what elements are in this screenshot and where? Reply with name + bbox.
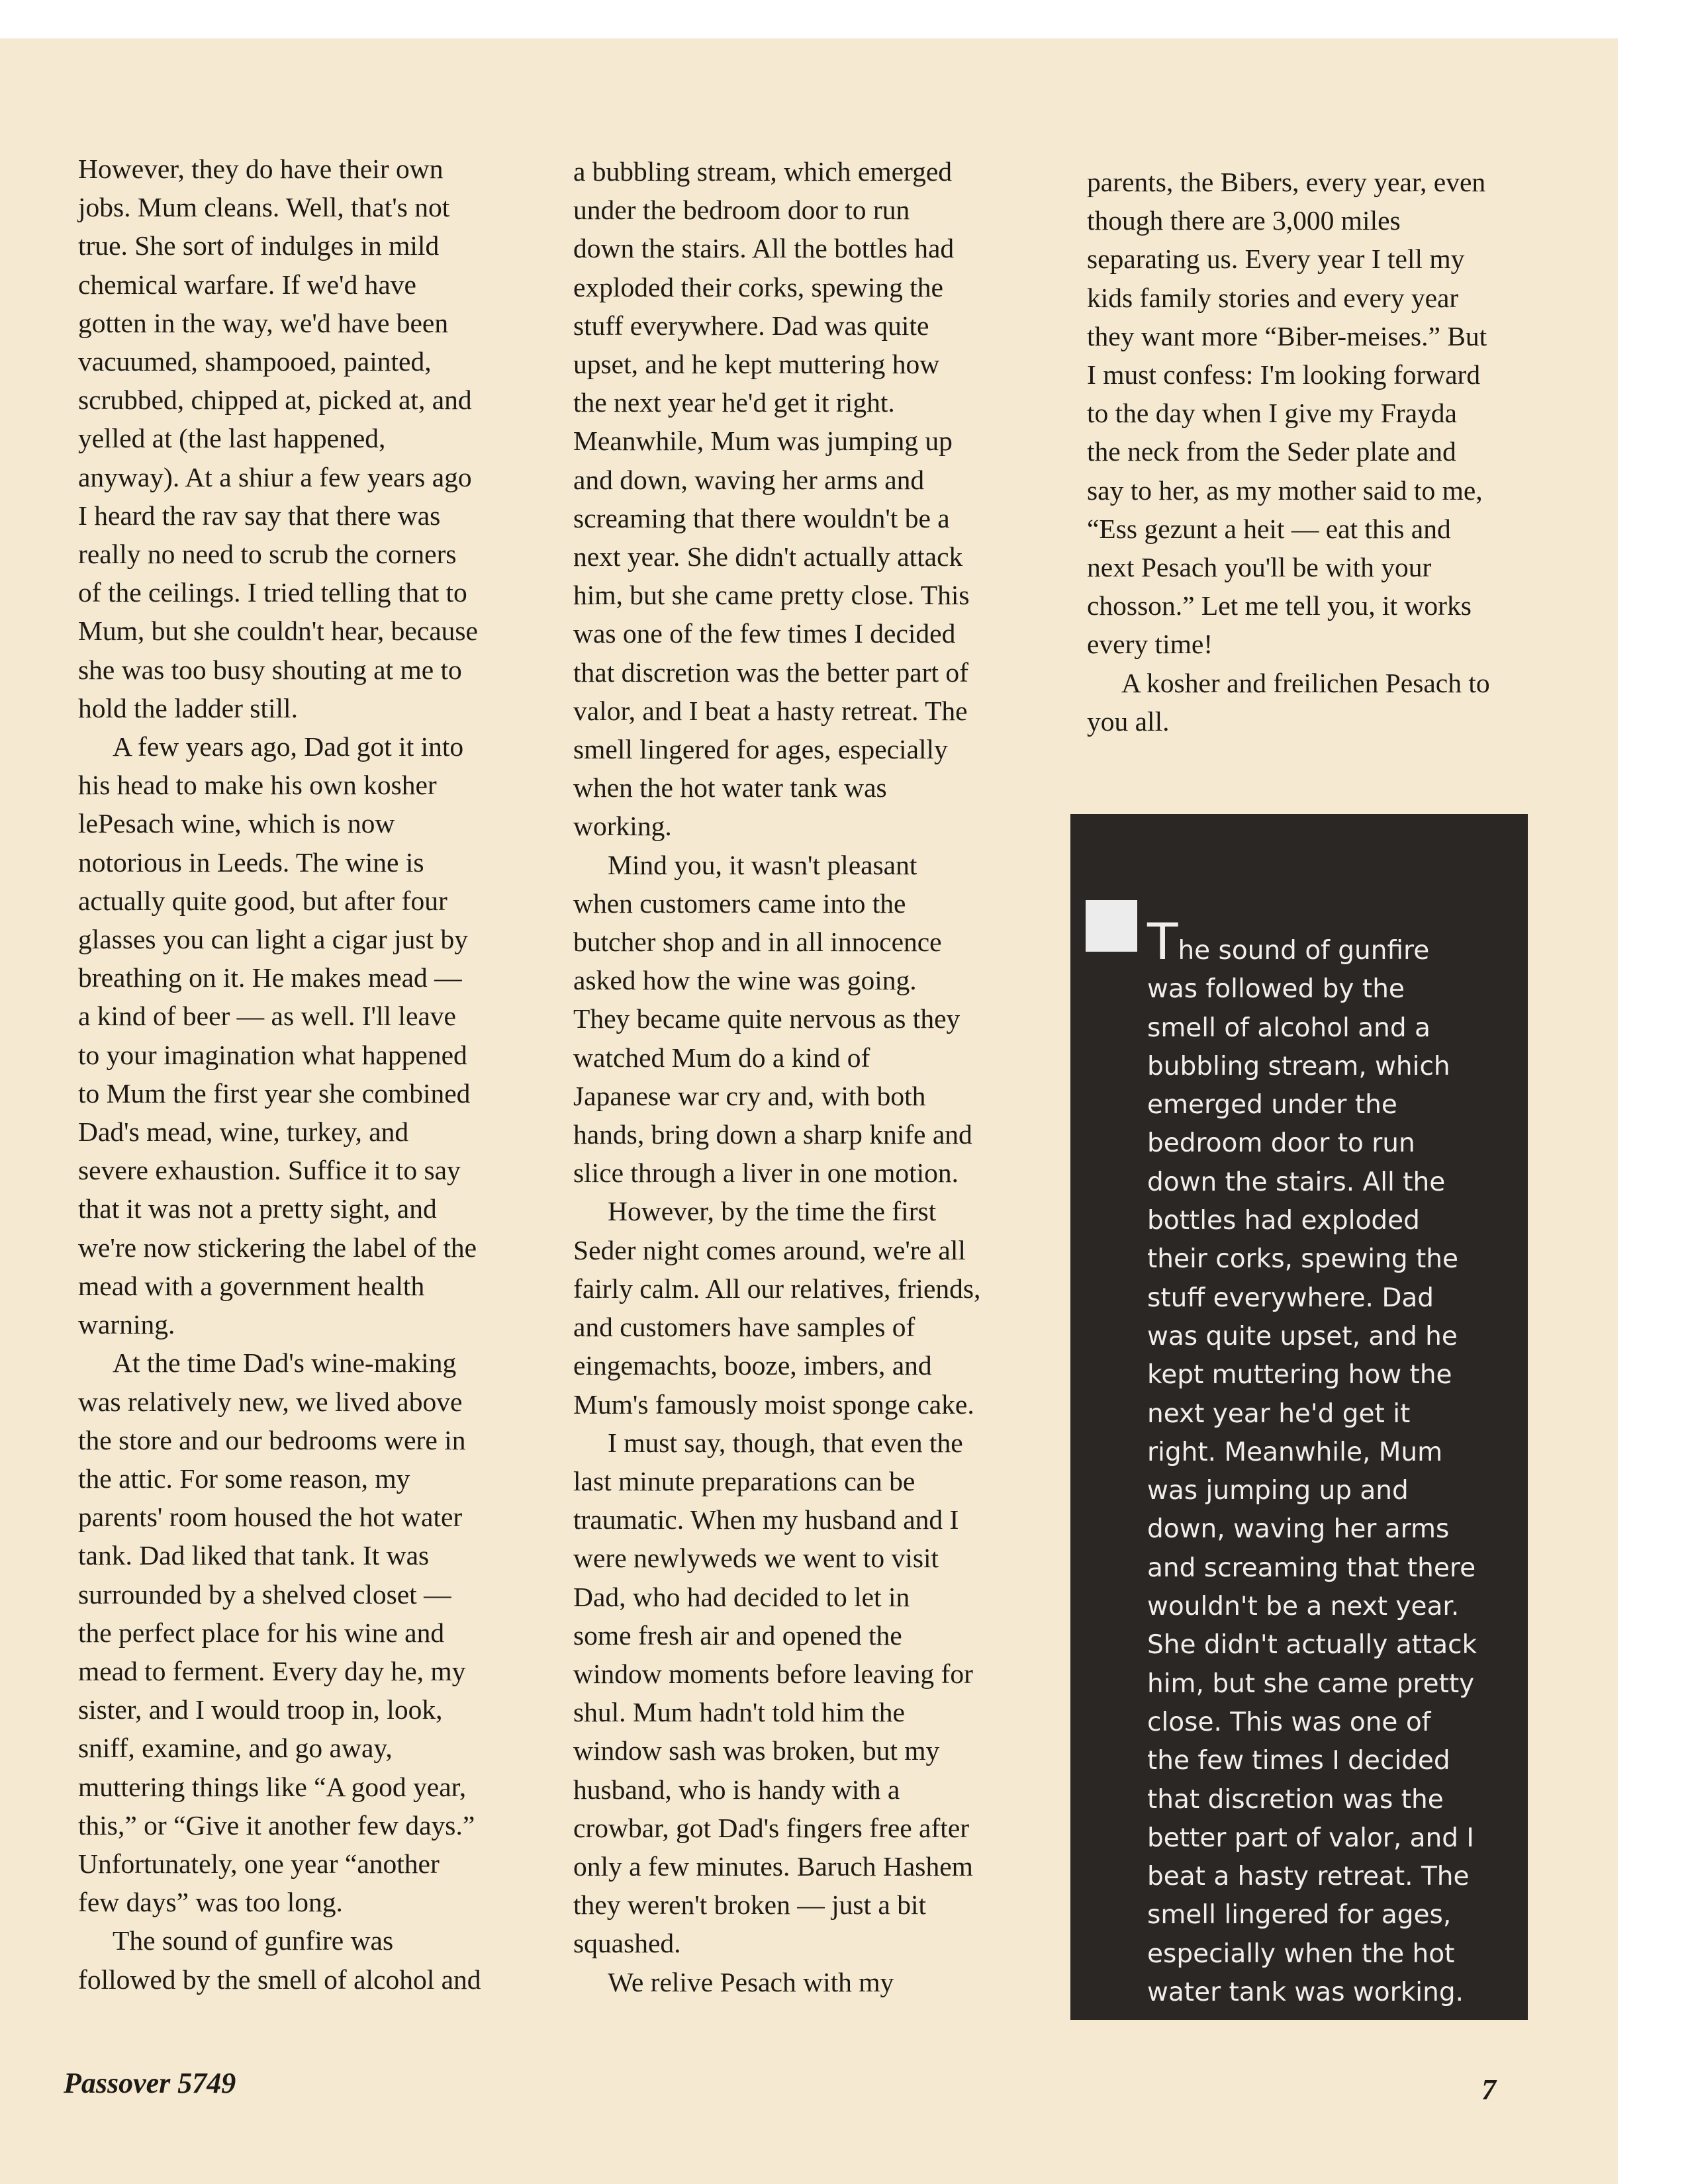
text-line: his head to make his own kosher (78, 770, 437, 801)
text-line: some fresh air and opened the (573, 1619, 902, 1651)
square-bullet-icon (1086, 900, 1137, 952)
text-line: parents, the Bibers, every year, even (1087, 167, 1486, 197)
text-line: next Pesach you'll be with your (1087, 552, 1432, 583)
text-line: tank. Dad liked that tank. It was (78, 1540, 430, 1571)
text-line: Mum's famously moist sponge cake. (573, 1388, 974, 1420)
text-line: down the stairs. All the bottles had (573, 233, 955, 264)
text-line: Japanese war cry and, with both (573, 1080, 926, 1111)
text-line: last minute preparations can be (573, 1465, 915, 1496)
text-line: really no need to scrub the corners (78, 539, 457, 570)
text-line: that discretion was the better part of (573, 657, 968, 688)
text-line: I must say, though, that even the (608, 1427, 963, 1458)
text-line: jobs. Mum cleans. Well, that's not (78, 192, 450, 223)
text-line: that it was not a pretty sight, and (78, 1193, 437, 1224)
text-line: vacuumed, shampooed, painted, (78, 346, 432, 377)
issue-footer: Passover 5749 (64, 2067, 236, 2099)
text-line: say to her, as my mother said to me, (1087, 475, 1483, 506)
text-line: breathing on it. He makes mead — (78, 962, 462, 993)
text-line: anyway). At a shiur a few years ago (78, 461, 472, 492)
text-line: lePesach wine, which is now (78, 808, 395, 839)
text-line: a bubbling stream, which emerged (573, 156, 953, 187)
scan-margin (1618, 0, 1688, 2184)
text-line: smell lingered for ages, especially (573, 734, 948, 765)
article-column-2 (573, 152, 1037, 2001)
text-line: mead with a government health (78, 1270, 425, 1301)
text-line: glasses you can light a cigar just by (78, 924, 468, 955)
text-line: scrubbed, chipped at, picked at, and (78, 385, 472, 416)
text-line: we're now stickering the label of the (78, 1232, 477, 1263)
text-line: surrounded by a shelved closet — (78, 1578, 451, 1610)
text-line: they want more “Biber-meises.” But (1087, 320, 1487, 351)
text-line: was relatively new, we lived above (78, 1386, 463, 1417)
page-number: 7 (1481, 2073, 1496, 2106)
text-line: the next year he'd get it right. (573, 387, 895, 418)
text-line: him, but she came pretty close. This (573, 580, 970, 611)
text-line: severe exhaustion. Suffice it to say (78, 1155, 461, 1186)
text-line: asked how the wine was going. (573, 965, 917, 996)
text-line: butcher shop and in all innocence (573, 927, 942, 958)
text-line: few days” was too long. (78, 1887, 343, 1918)
text-line: husband, who is handy with a (573, 1774, 900, 1805)
text-line: next year. She didn't actually attack (573, 541, 963, 572)
pull-quote-box (1070, 814, 1528, 2020)
text-line: to Mum the first year she combined (78, 1077, 471, 1109)
text-line: parents' room housed the hot water (78, 1502, 463, 1533)
text-line: actually quite good, but after four (78, 885, 447, 916)
text-line: They became quite nervous as they (573, 1003, 961, 1034)
pull-quote-text (1147, 912, 1477, 2012)
text-line: every time! (1087, 629, 1213, 660)
text-line: exploded their corks, spewing the (573, 271, 943, 302)
text-line: However, they do have their own (78, 154, 444, 184)
text-line: sniff, examine, and go away, (78, 1733, 393, 1764)
text-line: window moments before leaving for (573, 1658, 973, 1689)
text-line: gotten in the way, we'd have been (78, 307, 449, 338)
text-line: The sound of gunfire was (113, 1925, 394, 1956)
text-line: valor, and I beat a hasty retreat. The (573, 695, 968, 726)
text-line: chemical warfare. If we'd have (78, 269, 416, 300)
text-line: only a few minutes. Baruch Hashem (573, 1850, 973, 1882)
text-line: sister, and I would troop in, look, (78, 1694, 443, 1725)
text-line: were newlyweds we went to visit (573, 1543, 939, 1574)
text-line: Mum, but she couldn't hear, because (78, 615, 478, 647)
text-line: though there are 3,000 miles (1087, 205, 1401, 236)
text-line: the store and our bedrooms were in (78, 1424, 466, 1455)
text-line: separating us. Every year I tell my (1087, 244, 1465, 275)
text-line: shul. Mum hadn't told him the (573, 1697, 905, 1728)
pull-quote-body: he sound of gunfire was followed by the smell of alcohol and a bubbling stream, which emerged under the bedroom door to run down the stairs. All the bottles had exploded their corks, spewing the stuff everywhere. Dad was quite upset, and he kept muttering how the next year he'd get it right. Meanwhile, Mum was jumping up and down, waving her arms and screaming that there wouldn't be a next year. She didn't actually attack him, but she came pretty close. This was one of the few times I decided that discretion was the better part of valor, and I beat a hasty retreat. The smell lingered for ages, especially when the hot water tank was working. (1147, 936, 1477, 2008)
text-line: upset, and he kept muttering how (573, 349, 940, 380)
text-line: Dad, who had decided to let in (573, 1581, 910, 1612)
text-line: Meanwhile, Mum was jumping up (573, 426, 953, 457)
text-line: window sash was broken, but my (573, 1735, 940, 1766)
text-line: We relive Pesach with my (608, 1966, 894, 1997)
text-line: the attic. For some reason, my (78, 1463, 410, 1494)
text-line: was one of the few times I decided (573, 618, 956, 649)
text-line: true. She sort of indulges in mild (78, 230, 440, 261)
text-line: I heard the rav say that there was (78, 500, 441, 531)
text-line: Dad's mead, wine, turkey, and (78, 1116, 409, 1148)
text-line: However, by the time the first (608, 1196, 937, 1227)
text-line: they weren't broken — just a bit (573, 1889, 927, 1921)
text-line: the neck from the Seder plate and (1087, 436, 1456, 467)
text-line: followed by the smell of alcohol and (78, 1964, 481, 1995)
text-line: kids family stories and every year (1087, 282, 1459, 313)
text-line: eingemachts, booze, imbers, and (573, 1350, 932, 1381)
text-line: yelled at (the last happened, (78, 423, 386, 454)
text-line: traumatic. When my husband and I (573, 1504, 959, 1535)
text-line: fairly calm. All our relatives, friends, (573, 1273, 981, 1304)
text-line: warning. (78, 1309, 175, 1340)
text-line: to your imagination what happened (78, 1039, 467, 1070)
text-line: Seder night comes around, we're all (573, 1234, 966, 1265)
text-line: when customers came into the (573, 887, 906, 919)
text-line: you all. (1087, 705, 1170, 737)
text-line: “Ess gezunt a heit — eat this and (1087, 513, 1451, 544)
text-line: I must confess: I'm looking forward (1087, 359, 1481, 390)
text-line: when the hot water tank was (573, 772, 887, 803)
text-line: watched Mum do a kind of (573, 1042, 870, 1073)
text-line: Unfortunately, one year “another (78, 1848, 440, 1879)
text-line: she was too busy shouting at me to (78, 654, 462, 685)
text-line: hold the ladder still. (78, 692, 298, 723)
text-line: the perfect place for his wine and (78, 1617, 445, 1648)
text-line: stuff everywhere. Dad was quite (573, 310, 929, 341)
text-line: this,” or “Give it another few days.” (78, 1809, 475, 1841)
text-line: under the bedroom door to run (573, 195, 910, 226)
text-line: At the time Dad's wine-making (113, 1347, 457, 1379)
text-line: crowbar, got Dad's fingers free after (573, 1812, 970, 1843)
text-line: A kosher and freilichen Pesach to (1121, 667, 1490, 698)
text-line: squashed. (573, 1928, 681, 1959)
text-line: chosson.” Let me tell you, it works (1087, 590, 1472, 621)
pull-quote-dropcap: T (1147, 912, 1178, 971)
text-line: mead to ferment. Every day he, my (78, 1655, 466, 1686)
text-line: and down, waving her arms and (573, 464, 925, 495)
article-column-3 (1087, 163, 1550, 741)
text-line: and customers have samples of (573, 1312, 915, 1343)
text-line: notorious in Leeds. The wine is (78, 846, 424, 878)
text-line: of the ceilings. I tried telling that to (78, 577, 467, 608)
text-line: a kind of beer — as well. I'll leave (78, 1001, 456, 1032)
text-line: muttering things like “A good year, (78, 1771, 467, 1802)
text-line: working. (573, 811, 672, 842)
text-line: hands, bring down a sharp knife and (573, 1119, 972, 1150)
text-line: to the day when I give my Frayda (1087, 398, 1457, 429)
text-line: A few years ago, Dad got it into (113, 731, 464, 762)
text-line: screaming that there wouldn't be a (573, 502, 950, 533)
article-column-1 (78, 150, 541, 1999)
text-line: slice through a liver in one motion. (573, 1158, 959, 1189)
text-line: Mind you, it wasn't pleasant (608, 849, 917, 880)
